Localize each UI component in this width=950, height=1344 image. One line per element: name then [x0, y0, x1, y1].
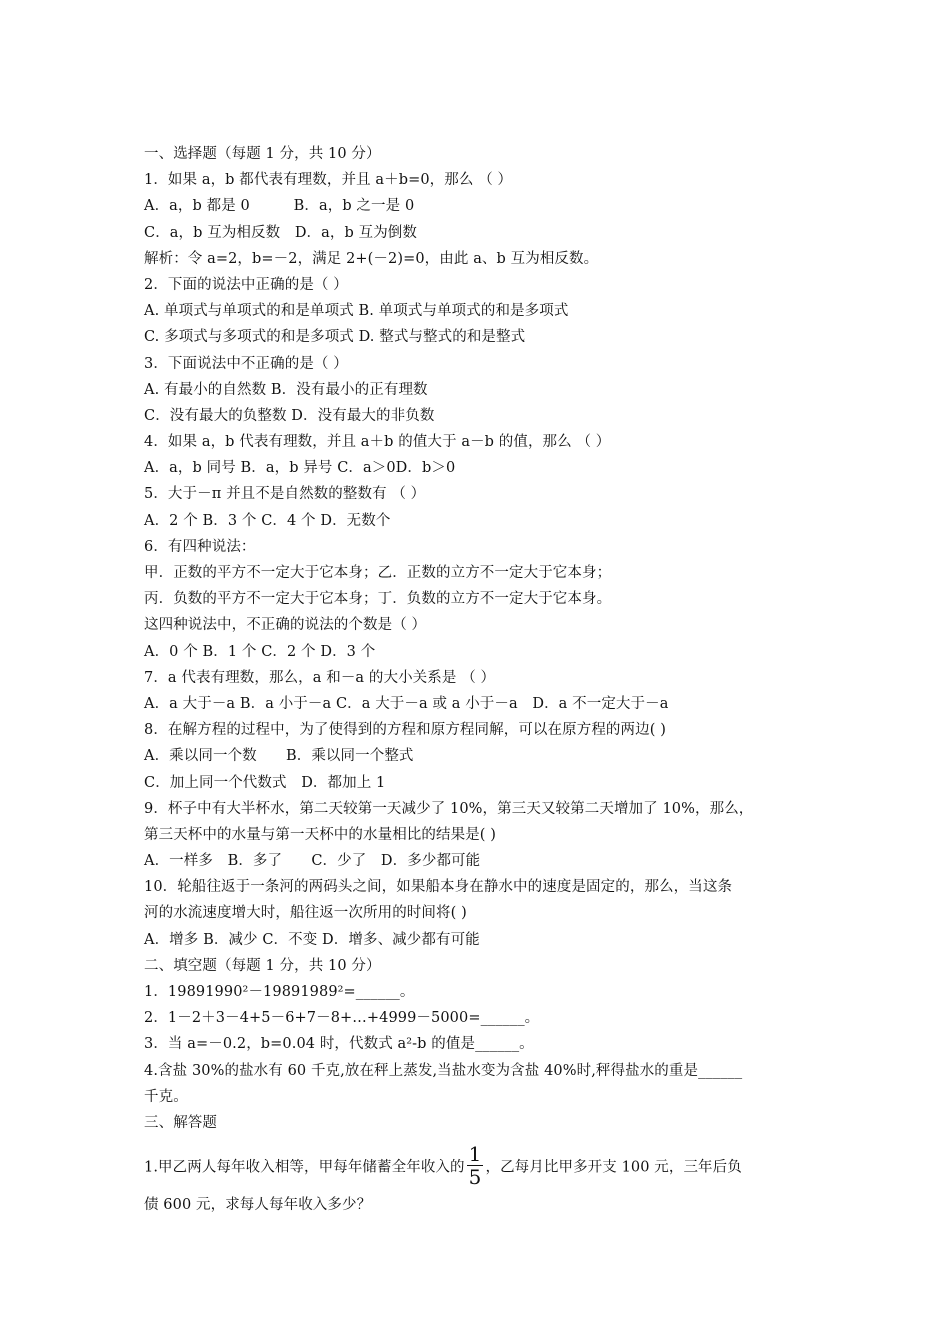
text-line: 7．a 代表有理数，那么，a 和－a 的大小关系是 （ ）: [144, 669, 496, 686]
fill-question-4-line-2: 千克。: [144, 1088, 188, 1105]
text-line: 甲．正数的平方不一定大于它本身；乙．正数的立方不一定大于它本身；: [144, 565, 612, 581]
text-line: A．2 个 B．3 个 C．4 个 D．无数个: [144, 512, 391, 529]
text-line: 这四种说法中，不正确的说法的个数是（ ）: [144, 617, 427, 634]
question-10-line-2: 河的水流速度增大时，船往返一次所用的时间将( ): [144, 905, 467, 922]
fraction-denominator: 5: [468, 1165, 482, 1190]
document-body: [144, 141, 812, 1218]
text-line: A．0 个 B．1 个 C．2 个 D．3 个: [144, 643, 376, 660]
solve-question-1-text-after: ，乙每月比甲多开支 100 元，三年后负: [485, 1159, 742, 1176]
text-line: A．a，b 同号 B．a，b 异号 C．a＞0D．b＞0: [144, 460, 456, 477]
text-line: 3．下面说法中不正确的是（ ）: [144, 355, 348, 372]
text-line: A．a，b 都是 0 B．a，b 之一是 0: [144, 198, 415, 215]
text-line: 8．在解方程的过程中，为了使得到的方程和原方程同解，可以在原方程的两边( ): [144, 722, 666, 739]
text-line: 1．如果 a，b 都代表有理数，并且 a＋b=0，那么 （ ）: [144, 172, 513, 189]
fraction-numerator: 1: [468, 1142, 482, 1167]
text-line: A．a 大于－a B．a 小于－a C．a 大于－a 或 a 小于－a D．a 不一定大于－a: [144, 695, 669, 712]
question-9-line-2: 第三天杯中的水量与第一天杯中的水量相比的结果是( ): [144, 826, 497, 843]
text-line: 2．1－2＋3－4+5－6+7－8+…+4999－5000=______。: [144, 1010, 540, 1027]
text-line: A．乘以同一个数 B．乘以同一个整式: [144, 748, 414, 765]
question-10-options: A．增多 B．减少 C．不变 D．增多、减少都有可能: [144, 931, 480, 948]
text-line: 3．当 a=－0.2，b=0.04 时，代数式 a²-b 的值是______。: [144, 1036, 534, 1053]
solve-question-1-line-1: [144, 1142, 812, 1190]
section-heading-choice: 一、选择题（每题 1 分，共 10 分）: [144, 146, 381, 162]
section-heading-solve: 三、解答题: [144, 1114, 217, 1131]
question-9-line-1: 9．杯子中有大半杯水，第二天较第一天减少了 10%，第三天又较第二天增加了 10%，那么，: [144, 800, 754, 817]
solve-question-1-line-2: 债 600 元，求每人每年收入多少？: [144, 1197, 372, 1214]
fill-question-4-line-1: 4.含盐 30%的盐水有 60 千克,放在秤上蒸发,当盐水变为含盐 40%时,秤得盐水的重是______: [144, 1062, 743, 1079]
text-line: 丙．负数的平方不一定大于它本身；丁．负数的立方不一定大于它本身。: [144, 591, 612, 608]
text-line: C．a，b 互为相反数 D．a，b 互为倒数: [144, 224, 417, 241]
text-line: A. 有最小的自然数 B．没有最小的正有理数: [144, 381, 428, 398]
question-10-line-1: 10．轮船往返于一条河的两码头之间，如果船本身在静水中的速度是固定的，那么，当这条: [144, 879, 733, 896]
text-line: A. 单项式与单项式的和是单项式 B. 单项式与单项式的和是多项式: [144, 303, 569, 320]
text-line: 1．19891990²－19891989²=______。: [144, 984, 415, 1000]
text-line: 6．有四种说法：: [144, 538, 256, 555]
fraction: [467, 1142, 484, 1190]
text-line: C．没有最大的负整数 D．没有最大的非负数: [144, 407, 435, 424]
text-line: 4．如果 a，b 代表有理数，并且 a＋b 的值大于 a－b 的值，那么 （ ）: [144, 434, 611, 451]
text-line: C. 多项式与多项式的和是多项式 D. 整式与整式的和是整式: [144, 329, 526, 346]
section-heading-fill-blank: 二、填空题（每题 1 分，共 10 分）: [144, 957, 381, 974]
text-line: 5．大于－π 并且不是自然数的整数有 （ ）: [144, 486, 426, 503]
question-9-options: A．一样多 B．多了 C．少了 D．多少都可能: [144, 853, 481, 870]
solve-question-1-text-before: 1.甲乙两人每年收入相等，甲每年储蓄全年收入的: [144, 1159, 465, 1176]
text-line: 2．下面的说法中正确的是（ ）: [144, 276, 348, 293]
text-line: C．加上同一个代数式 D．都加上 1: [144, 774, 386, 791]
text-line: 解析：令 a=2，b=－2，满足 2+(－2)=0，由此 a、b 互为相反数。: [144, 250, 599, 267]
